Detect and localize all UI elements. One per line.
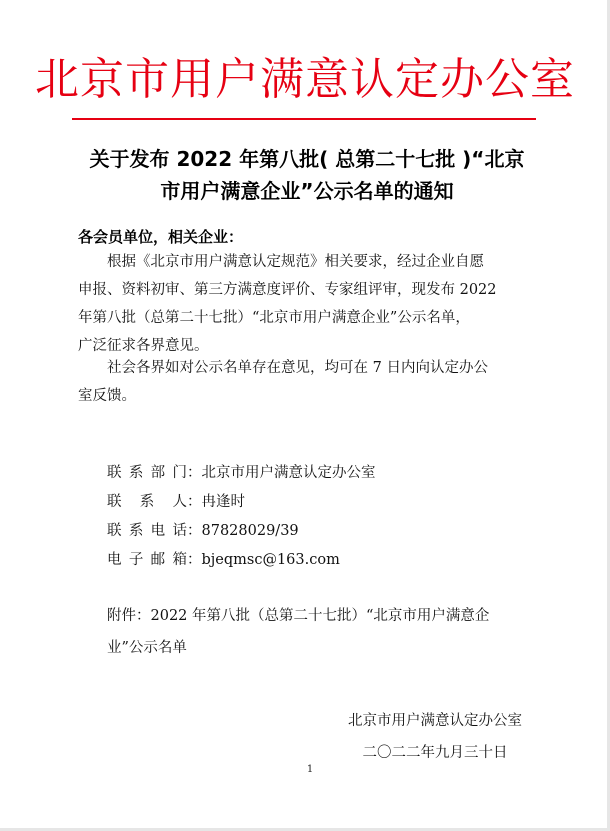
- contact-email-value: bjeqmsc@163.com: [201, 552, 340, 568]
- paragraph-2-line-2: 室反馈。: [78, 388, 136, 404]
- notice-title-line-2: 市用户满意企业”公示名单的通知: [160, 179, 454, 203]
- body-paragraph-1: [78, 248, 542, 360]
- paragraph-1-line-3: 年第八批（总第二十七批）“北京市用户满意企业”公示名单，: [78, 310, 470, 326]
- paragraph-1-line-2: 申报、资料初审、第三方满意度评价、专家组评审，现发布 2022: [78, 282, 497, 298]
- notice-title: [72, 143, 542, 207]
- contact-colon: ：: [187, 465, 202, 481]
- contact-phone-label: 联系电话: [107, 523, 187, 539]
- contact-colon: ：: [187, 552, 202, 568]
- contact-department-label: 联系部门: [107, 465, 187, 481]
- attachment-note: [78, 600, 542, 664]
- contact-email-label: 电子邮箱: [107, 552, 187, 568]
- contact-row-department: [107, 459, 547, 488]
- contact-row-person: [107, 488, 547, 517]
- salutation: 各会员单位，相关企业：: [78, 228, 244, 246]
- letterhead-red-rule: [72, 118, 536, 120]
- contact-row-email: [107, 546, 547, 575]
- paragraph-1-line-4: 广泛征求各界意见。: [78, 338, 209, 354]
- contact-colon: ：: [187, 494, 202, 510]
- contact-person-value: 冉逢时: [201, 494, 245, 510]
- contact-phone-value: 87828029/39: [201, 523, 299, 539]
- contact-colon: ：: [187, 523, 202, 539]
- contact-row-phone: [107, 517, 547, 546]
- contact-department-value: 北京市用户满意认定办公室: [201, 465, 376, 481]
- contact-block: [107, 459, 547, 575]
- letterhead-org-name: 北京市用户满意认定办公室: [35, 54, 575, 105]
- signature-date: 二〇二二年九月三十日: [362, 745, 508, 761]
- page-number: 1: [306, 764, 314, 775]
- signature-block: [320, 705, 550, 769]
- paragraph-2-line-1: 社会各界如对公示名单存在意见，均可在 7 日内向认定办公: [78, 360, 488, 376]
- paragraph-1-line-1: 根据《北京市用户满意认定规范》相关要求，经过企业自愿: [78, 254, 484, 270]
- body-paragraph-2: [78, 354, 542, 410]
- signature-org: 北京市用户满意认定办公室: [348, 713, 522, 729]
- notice-title-line-1: 关于发布 2022 年第八批( 总第二十七批 )“北京: [89, 147, 525, 171]
- contact-person-label: 联 系 人: [107, 494, 187, 510]
- attachment-line-2: 业”公示名单: [78, 640, 187, 656]
- attachment-line-1: 附件：2022 年第八批（总第二十七批）“北京市用户满意企: [78, 608, 490, 624]
